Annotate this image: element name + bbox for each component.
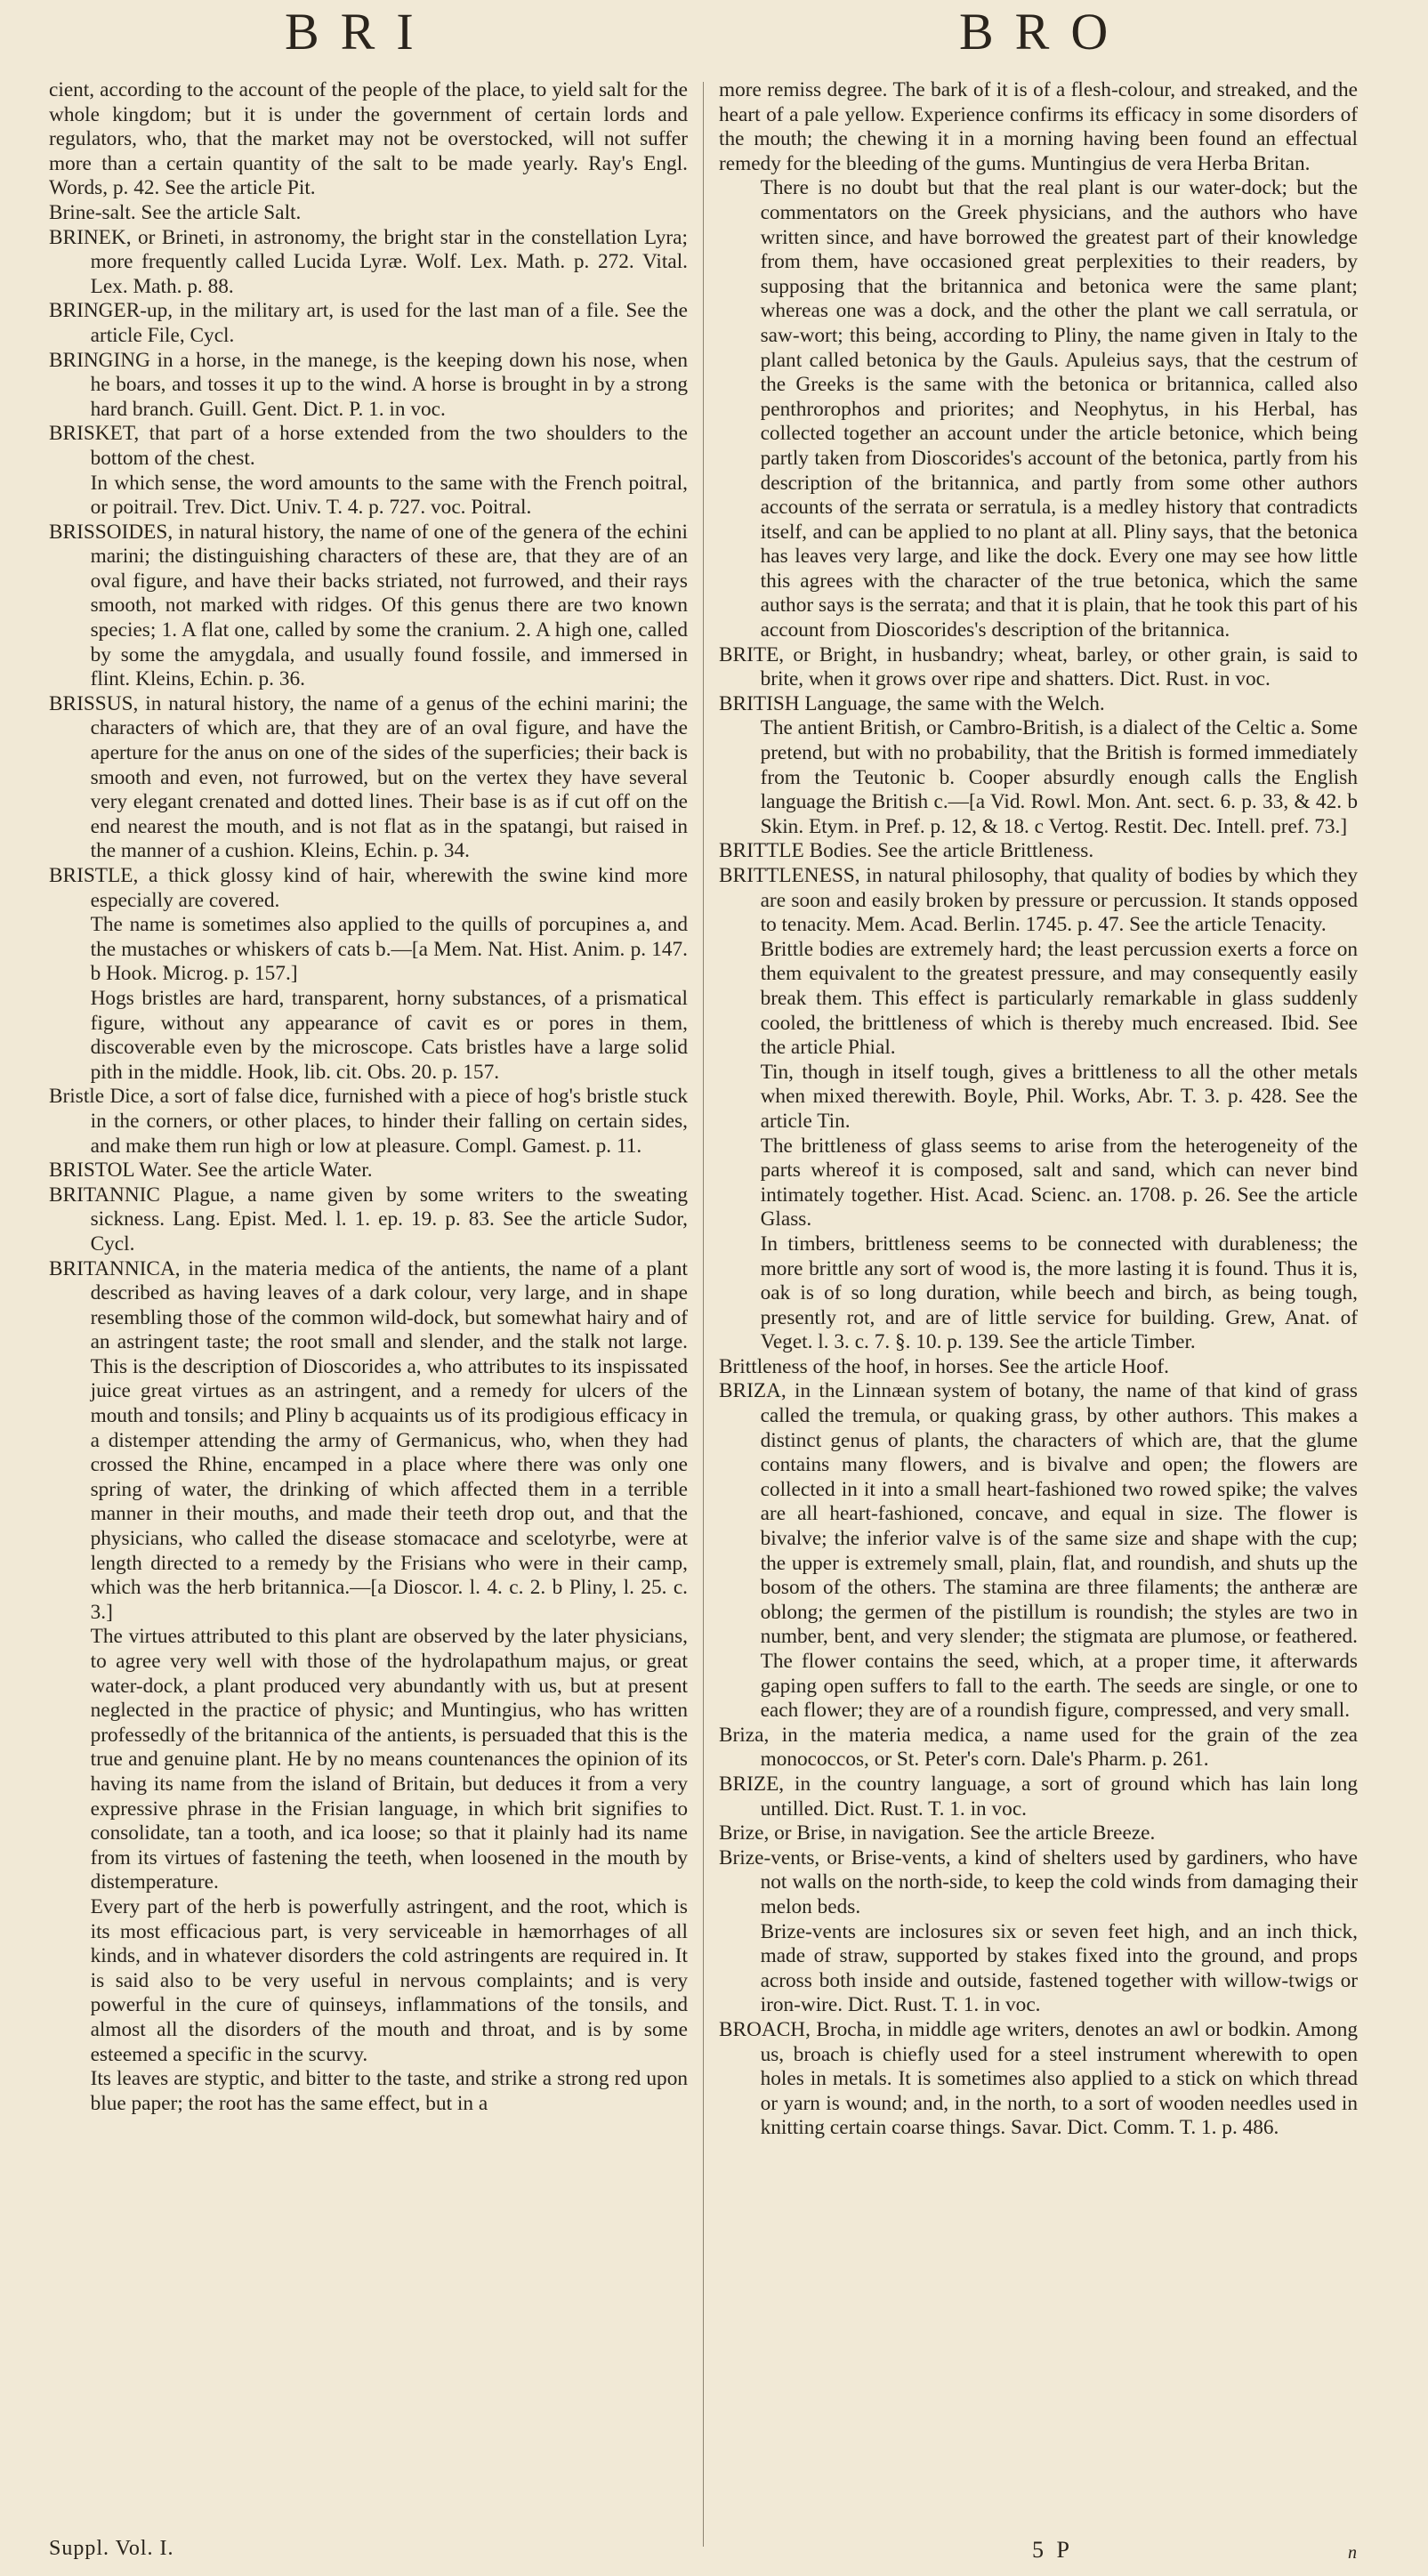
entry-paragraph: In which sense, the word amounts to the same with the French poitral, or poitrail. Trev. Dict. Univ. T. 4. p. 727. voc. Poitral. [90, 471, 688, 520]
dictionary-entry: Briza, in the materia medica, a name used for the grain of the zea monococcos, or St. Peter's corn. Dale's Pharm. p. 261. [719, 1723, 1358, 1772]
dictionary-entry: BRISSUS, in natural history, the name of a genus of the echini marini; the characters of which are, that they are of an oval figure, and have the aperture for the anus on one of the sides of the superficies; their back is smooth and even, not furrowed, but on the vertex they have several very elegant crenated and dotted lines. Their base is as if cut off on the end nearest the mouth, and is not flat as in the spatangi, but raised in the manner of a cushion. Kleins, Echin. p. 34. [49, 691, 688, 863]
dictionary-entry: BRINGER-up, in the military art, is used for the last man of a file. See the article File, Cycl. [49, 299, 688, 347]
dictionary-entry: BRITE, or Bright, in husbandry; wheat, barley, or other grain, is said to brite, when it grows over ripe and shatters. Dict. Rust. in voc. [719, 642, 1358, 691]
dictionary-entry: Bristle Dice, a sort of false dice, furnished with a piece of hog's bristle stuck in the corners, or other places, to hinder their falling on certain sides, and make them run high or low at pleasure. Compl. Gamest. p. 11. [49, 1085, 688, 1158]
running-head-right: BRO [959, 3, 1130, 61]
dictionary-entry: BRINGING in a horse, in the manege, is the keeping down his nose, when he boars, and tosses it up to the wind. A horse is brought in by a strong hard branch. Guill. Gent. Dict. P. 1. in voc. [49, 348, 688, 421]
entry-paragraph: Its leaves are styptic, and bitter to the taste, and strike a strong red upon blue paper; the root has the same effect, but in a [90, 2067, 688, 2115]
dictionary-entry: BRIZE, in the country language, a sort of ground which has lain long untilled. Dict. Rust. T. 1. in voc. [719, 1772, 1358, 1821]
volume-footer: Suppl. Vol. I. [49, 2537, 174, 2560]
entry-paragraph: Every part of the herb is powerfully astringent, and the root, which is its most efficacious part, is very serviceable in hæmorrhages of all kinds, and in whatever disorders the cold astringents are required in. It is said also to be very useful in nervous complaints; and is very powerful in the cure of quinseys, inflammations of the tonsils, and almost all the disorders of the mouth and throat, and is by some esteemed a specific in the scurvy. [90, 1894, 688, 2066]
dictionary-entry: Brize, or Brise, in navigation. See the article Breeze. [719, 1821, 1156, 1845]
entry-paragraph: The virtues attributed to this plant are observed by the later physicians, to agree very well with those of the hydrolapathum majus, or great water-dock, a plant produced very abundantly with us, but at present neglected in the practice of physic; and Muntingius, who has written professedly of the britannica of the antients, is persuaded that this is the true and genuine plant. He by no means countenances the opinion of its having its name from the island of Britain, but deduces it from a very expressive phrase in the Frisian language, in which brit signifies to consolidate, tan a tooth, and ica loose; so that it plainly had its name from its virtues of fastening the teeth, when loosened in the mouth by distemperature. [90, 1625, 688, 1894]
entry-paragraph: more remiss degree. The bark of it is of a flesh-colour, and streaked, and the heart of a pale yellow. Experience confirms its efficacy in some disorders of the mouth; the chewing it in a morning having been found an effectual remedy for the bleeding of the gums. Muntingius de vera Herba Britan. [719, 78, 1358, 175]
entry-paragraph: Brittle bodies are extremely hard; the least percussion exerts a force on them equivalent to the greatest pressure, and may consequently easily break them. This effect is particularly remarkable in glass suddenly cooled, the brittleness of which is thereby much encreased. Ibid. See the article Phial. [760, 937, 1358, 1060]
dictionary-entry: Brine-salt. See the article Salt. [49, 200, 302, 224]
dictionary-entry: BRISSOIDES, in natural history, the name of one of the genera of the echini marini; the distinguishing characters of these are, that they are of an oval figure, and have their backs striated, not furrowed, and their rays smooth, not marked with ridges. Of this genus there are two known species; 1. A flat one, called by some the cranium. 2. A high one, called by some the amygdala, and usually found fossile, and immersed in flint. Kleins, Echin. p. 36. [49, 520, 688, 691]
entry-paragraph: There is no doubt but that the real plant is our water-dock; but the commentators on the Greek physicians, and the authors who have written since, and have borrowed the greatest part of their knowledge from them, have occasioned great perplexities to their readers, by supposing that the britannica and betonica were the same plant; whereas one was a dock, and the other the plant we call serratula, or saw-wort; this being, according to Pliny, the name given in Italy to the plant called betonica by the Gauls. Apuleius says, that the cestrum of the Greeks is the same with the betonica or britannica, called also penthrorophos and priorites; and Neophytus, in his Herbal, has collected together an account under the article betonice, which being partly taken from Dioscorides's account of the betonica, partly from his description of the britannica, and partly from some other authors accounts of the serrata or serratula, is a medley history that contradicts itself, and can be applied to no plant at all. Pliny says, that the betonica has leaves very large, and like the dock. Every one may see how little this agrees with the character of the true betonica, which the same author says is the serrata; and that it is plain, that he took this part of his account from Dioscorides's description of the britannica. [760, 176, 1358, 642]
dictionary-entry: BRITANNICA, in the materia medica of the antients, the name of a plant described as having leaves of a dark colour, very large, and in shape resembling those of the common wild-dock, but somewhat hairy and of an astringent taste; the root small and slender, and the stalk not large. This is the description of Dioscorides a, who attributes to its inspissated juice great virtues as an astringent, and a remedy for ulcers of the mouth and tonsils; and Pliny b acquaints us of its prodigious efficacy in a distemper attending the army of Germanicus, who, when they had crossed the Rhine, encamped in a place where there was only one spring of water, the drinking of which affected them in a terrible manner in their mouths, and made their teeth drop out, and that the physicians, who called the disease stomacace and scelotyrbe, were at length directed to a remedy by the Frisians who were in their camp, which was the herb britannica.—[a Dioscor. l. 4. c. 2. b Pliny, l. 25. c. 3.] [49, 1256, 688, 1624]
column-right [719, 78, 1358, 2141]
catchword-mark: n [1348, 2543, 1357, 2563]
signature-mark: 5 P [1032, 2537, 1073, 2563]
column-divider [703, 82, 704, 2547]
dictionary-entry: Brittleness of the hoof, in horses. See the article Hoof. [719, 1354, 1169, 1378]
running-head-left: BRI [285, 3, 435, 61]
dictionary-entry: BRITTLENESS, in natural philosophy, that quality of bodies by which they are soon and easily broken by pressure or percussion. It stands opposed to tenacity. Mem. Acad. Berlin. 1745. p. 47. See the article Tenacity. [719, 864, 1358, 937]
entry-paragraph: The brittleness of glass seems to arise from the heterogeneity of the parts whereof it is composed, salt and sand, which can never bind intimately together. Hist. Acad. Scienc. an. 1708. p. 26. See the article Glass. [760, 1134, 1358, 1231]
entry-paragraph: Hogs bristles are hard, transparent, horny substances, of a prismatical figure, without any appearance of cavit es or pores in them, discoverable even by the microscope. Cats bristles have a large solid pith in the middle. Hook, lib. cit. Obs. 20. p. 157. [90, 986, 688, 1084]
dictionary-entry: BROACH, Brocha, in middle age writers, denotes an awl or bodkin. Among us, broach is chiefly used for a steel instrument wherewith to open holes in metals. It is sometimes also applied to a stick on which thread or yarn is wound; and, in the north, to a sort of wooden needles used in knitting certain coarse things. Savar. Dict. Comm. T. 1. p. 486. [719, 2017, 1358, 2140]
dictionary-entry: BRINEK, or Brineti, in astronomy, the bright star in the constellation Lyra; more frequently called Lucida Lyræ. Wolf. Lex. Math. p. 272. Vital. Lex. Math. p. 88. [49, 225, 688, 298]
dictionary-entry: BRITANNIC Plague, a name given by some writers to the sweating sickness. Lang. Epist. Med. l. 1. ep. 19. p. 83. See the article Sudor, Cycl. [49, 1183, 688, 1256]
entry-paragraph: In timbers, brittleness seems to be connected with durableness; the more brittle any sort of wood is, the more lasting it is found. Thus it is, oak is of so long duration, while beech and birch, as being tough, presently rot, and are of little service for building. Grew, Anat. of Veget. l. 3. c. 7. §. 10. p. 139. See the article Timber. [760, 1231, 1358, 1354]
dictionary-entry: BRIZA, in the Linnæan system of botany, the name of that kind of grass called the tremula, or quaking grass, by other authors. This makes a distinct genus of plants, the characters of which are, that the glume contains many flowers, and is bivalve and open; the flowers are collected in it into a small heart-fashioned two rowed spike; the valves are all heart-fashioned, concave, and equal in size. The flower is bivalve; the inferior valve is of the same size and shape with the cup; the upper is extremely small, plain, flat, and roundish, and shuts up the bosom of the others. The stamina are three filaments; the antheræ are oblong; the germen of the pistillum is roundish; the styles are two in number, bent, and very slender; the stigmata are plumose, or feathered. The flower contains the seed, which, at a proper time, it afterwards gaping open suffers to fall to the earth. The seeds are single, or one to each flower; they are of a roundish figure, compressed, and very small. [719, 1379, 1358, 1723]
dictionary-entry: BRISTOL Water. See the article Water. [49, 1159, 373, 1183]
entry-paragraph: Brize-vents are inclosures six or seven feet high, and an inch thick, made of straw, supported by stakes fixed into the ground, and props across both inside and outside, fastened together with willow-twigs or iron-wire. Dict. Rust. T. 1. in voc. [760, 1919, 1358, 2017]
dictionary-entry: Brize-vents, or Brise-vents, a kind of shelters used by gardiners, who have not walls on the north-side, to keep the cold winds from damaging their melon beds. [719, 1845, 1358, 1918]
dictionary-entry: BRISKET, that part of a horse extended from the two shoulders to the bottom of the chest. [49, 422, 688, 470]
column-left [49, 78, 688, 2116]
dictionary-entry: BRISTLE, a thick glossy kind of hair, wherewith the swine kind more especially are covered. [49, 864, 688, 912]
dictionary-entry: BRITTLE Bodies. See the article Brittleness. [719, 839, 1094, 863]
entry-paragraph: Tin, though in itself tough, gives a brittleness to all the other metals when mixed therewith. Boyle, Phil. Works, Abr. T. 3. p. 428. See the article Tin. [760, 1060, 1358, 1133]
entry-paragraph: The name is sometimes also applied to the quills of porcupines a, and the mustaches or whiskers of cats b.—[a Mem. Nat. Hist. Anim. p. 147. b Hook. Microg. p. 157.] [90, 913, 688, 986]
dictionary-entry: BRITISH Language, the same with the Welch. [719, 691, 1105, 715]
entry-paragraph: cient, according to the account of the people of the place, to yield salt for the whole kingdom; but it is under the government of certain lords and regulators, who, that the market may not be overstocked, will not suffer more than a certain quantity of the salt to be made yearly. Ray's Engl. Words, p. 42. See the article Pit. [49, 78, 688, 200]
entry-paragraph: The antient British, or Cambro-British, is a dialect of the Celtic a. Some pretend, but with no probability, that the British is formed immediately from the Teutonic b. Cooper absurdly enough calls the English language the British c.—[a Vid. Rowl. Mon. Ant. sect. 6. p. 33, & 42. b Skin. Etym. in Pref. p. 12, & 18. c Vertog. Restit. Dec. Intell. pref. 73.] [760, 716, 1358, 838]
